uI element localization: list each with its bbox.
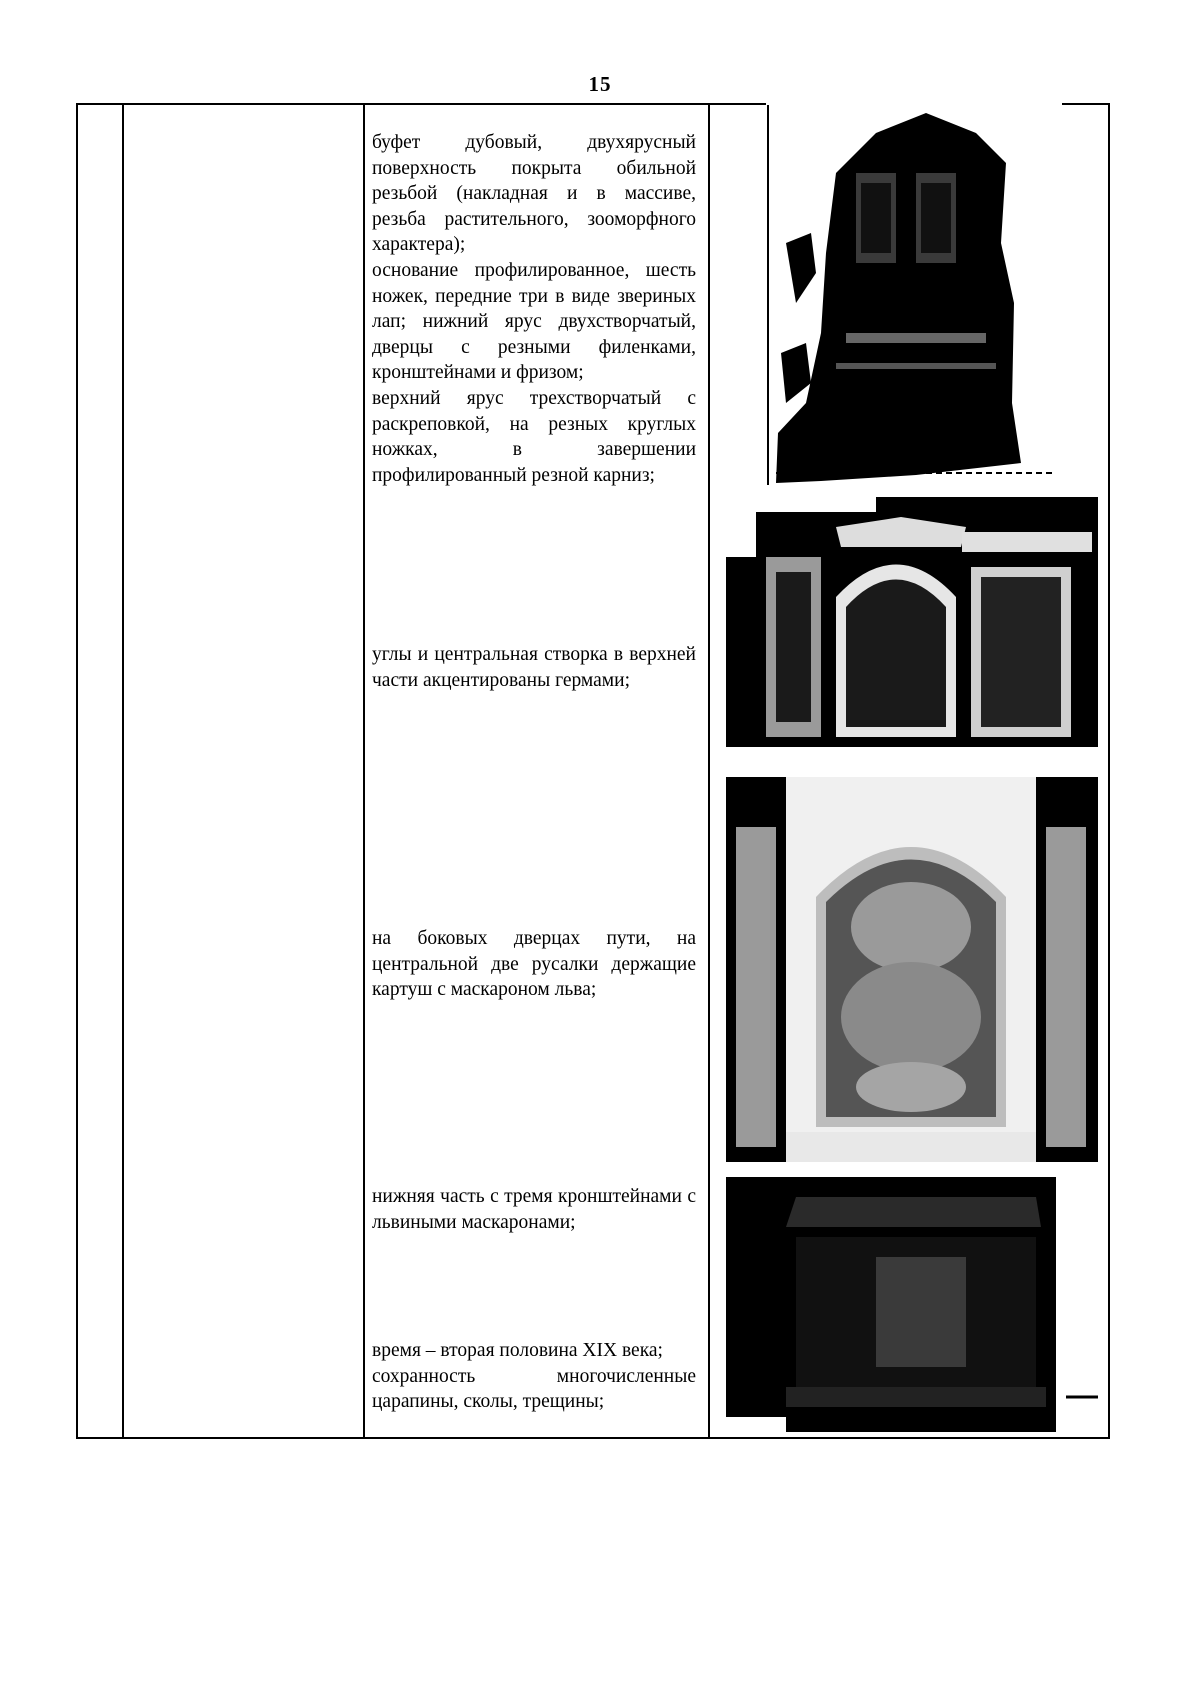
description-paragraph: время – вторая половина XIX века;: [372, 1340, 663, 1361]
photo-upper-tier: [726, 497, 1098, 763]
description-door-carving: [372, 926, 696, 1003]
description-paragraph: углы и центральная створка в верхней части акцентированы гермами;: [372, 644, 696, 691]
page-number: 15: [588, 72, 612, 96]
description-herms: [372, 642, 696, 693]
description-paragraph: сохранность многочисленные царапины, сколы, трещины;: [372, 1365, 696, 1413]
column-divider-3: [708, 105, 710, 1437]
column-divider-2: [363, 105, 365, 1437]
description-paragraph: основание профилированное, шесть ножек, передние три в виде звериных лап; нижний ярус двухстворчатый, дверцы с резными филенками, кронштейнами и фризом;: [372, 259, 696, 384]
description-paragraph: нижняя часть с тремя кронштейнами с львиными маскаронами;: [372, 1186, 696, 1233]
description-paragraph: верхний ярус трехстворчатый с раскреповкой, на резных круглых ножках, в завершении профилированный резной карниз;: [372, 387, 696, 486]
description-paragraph: на боковых дверцах пути, на центральной две русалки держащие картуш с маскароном льва;: [372, 928, 696, 1001]
photo-buffet-overall: [766, 103, 1062, 485]
description-date-condition: [372, 1338, 696, 1415]
description-lower-part: [372, 1184, 696, 1235]
photo-central-door: [726, 777, 1098, 1162]
description-paragraph: буфет дубовый, двухярусный поверхность покрыта обильной резьбой (накладная и в массиве, резьба растительного, зооморфного характера);: [372, 132, 696, 256]
column-divider-1: [122, 105, 124, 1437]
photo-lower-part: [726, 1177, 1098, 1432]
description-main: [372, 130, 696, 488]
